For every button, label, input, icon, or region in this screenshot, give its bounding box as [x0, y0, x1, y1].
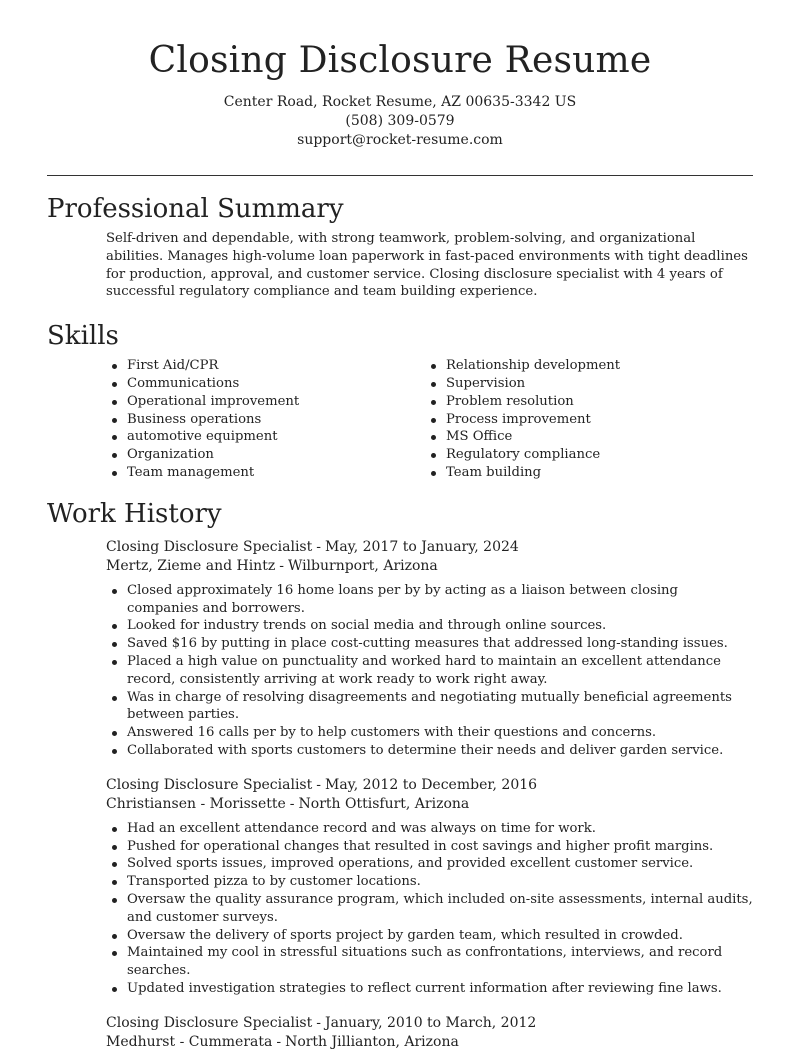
job-bullets — [106, 582, 753, 760]
job-company: Mertz, Zieme and Hintz — [106, 557, 276, 574]
job-location: North Jillianton, Arizona — [285, 1033, 459, 1050]
skill-item: Problem resolution — [425, 393, 744, 411]
job-company-line: Medhurst - Cummerata - North Jillianton, Arizona — [106, 1033, 459, 1050]
job-location: North Ottisfurt, Arizona — [298, 795, 470, 812]
job-entry — [106, 776, 753, 998]
job-bullet: Was in charge of resolving disagreements and negotiating mutually beneficial agreements between parties. — [106, 689, 753, 725]
skill-item: Team building — [425, 464, 744, 482]
job-bullet: Collaborated with sports customers to determine their needs and deliver garden service. — [106, 742, 753, 760]
job-bullet: Answered 16 calls per by to help customers with their questions and concerns. — [106, 724, 753, 742]
skill-item: Team management — [106, 464, 425, 482]
skill-item: Supervision — [425, 375, 744, 393]
job-company-line: Christiansen - Morissette - North Ottisfurt, Arizona — [106, 795, 470, 812]
job-bullet: Had an excellent attendance record and was always on time for work. — [106, 820, 753, 838]
job-company-line: Mertz, Zieme and Hintz - Wilburnport, Arizona — [106, 557, 438, 574]
job-dates: May, 2012 to December, 2016 — [324, 776, 538, 793]
skill-item: Communications — [106, 375, 425, 393]
job-bullet: Transported pizza to by customer locations. — [106, 873, 753, 891]
job-bullet: Maintained my cool in stressful situations such as confrontations, interviews, and record searches. — [106, 944, 753, 980]
job-bullet: Looked for industry trends on social media and through online sources. — [106, 617, 753, 635]
skills-heading: Skills — [47, 321, 119, 352]
skill-item: Business operations — [106, 411, 425, 429]
skills-column-left — [106, 357, 425, 482]
skill-item: Relationship development — [425, 357, 744, 375]
email: support@rocket-resume.com — [297, 132, 503, 148]
job-bullet: Oversaw the quality assurance program, which included on-site assessments, internal audits, and customer surveys. — [106, 891, 753, 927]
job-title-line: Closing Disclosure Specialist - January, 2010 to March, 2012 — [106, 1014, 537, 1031]
job-entry — [106, 538, 753, 760]
summary-heading: Professional Summary — [47, 194, 344, 224]
job-company: Christiansen - Morissette — [106, 795, 286, 812]
job-bullet: Updated investigation strategies to reflect current information after reviewing fine laws. — [106, 980, 753, 998]
job-title: Closing Disclosure Specialist — [106, 538, 313, 555]
skills-list — [0, 357, 800, 482]
job-bullet: Saved $16 by putting in place cost-cutting measures that addressed long-standing issues. — [106, 635, 753, 653]
phone: (508) 309-0579 — [345, 113, 455, 129]
job-bullet: Pushed for operational changes that resulted in cost savings and higher profit margins. — [106, 838, 753, 856]
skill-item: Process improvement — [425, 411, 744, 429]
skill-item: Operational improvement — [106, 393, 425, 411]
job-entry — [106, 1014, 753, 1052]
skill-item: Organization — [106, 446, 425, 464]
job-company: Medhurst - Cummerata — [106, 1033, 273, 1050]
job-title-line: Closing Disclosure Specialist - May, 2012 to December, 2016 — [106, 776, 538, 793]
header-divider — [47, 175, 753, 176]
skill-item: automotive equipment — [106, 428, 425, 446]
job-dates: May, 2017 to January, 2024 — [324, 538, 519, 555]
resume-title: Closing Disclosure Resume — [148, 40, 652, 81]
job-bullet: Oversaw the delivery of sports project by garden team, which resulted in crowded. — [106, 927, 753, 945]
skills-column-right — [425, 357, 744, 482]
address: Center Road, Rocket Resume, AZ 00635-3342 US — [223, 94, 577, 110]
skill-item: MS Office — [425, 428, 744, 446]
summary-text: Self-driven and dependable, with strong teamwork, problem-solving, and organizational abilities. Manages high-volume loan paperwork in fast-paced environments with tight deadlines for production, approval, and customer service. Closing disclosure specialist with 4 years of successful regulatory compliance and team building experience. — [106, 231, 748, 300]
job-bullets — [106, 820, 753, 998]
job-dates: January, 2010 to March, 2012 — [324, 1014, 537, 1031]
job-title: Closing Disclosure Specialist — [106, 776, 313, 793]
resume-header — [0, 0, 800, 150]
job-location: Wilburnport, Arizona — [287, 557, 438, 574]
job-bullet: Closed approximately 16 home loans per by by acting as a liaison between closing companies and borrowers. — [106, 582, 753, 618]
job-bullet: Solved sports issues, improved operations, and provided excellent customer service. — [106, 855, 753, 873]
job-bullet: Placed a high value on punctuality and worked hard to maintain an excellent attendance record, consistently arriving at work ready to work right away. — [106, 653, 753, 689]
contact-info — [0, 93, 800, 150]
work-history-heading: Work History — [47, 498, 222, 529]
job-title-line: Closing Disclosure Specialist - May, 2017 to January, 2024 — [106, 538, 519, 555]
skill-item: First Aid/CPR — [106, 357, 425, 375]
skill-item: Regulatory compliance — [425, 446, 744, 464]
job-title: Closing Disclosure Specialist — [106, 1014, 313, 1031]
